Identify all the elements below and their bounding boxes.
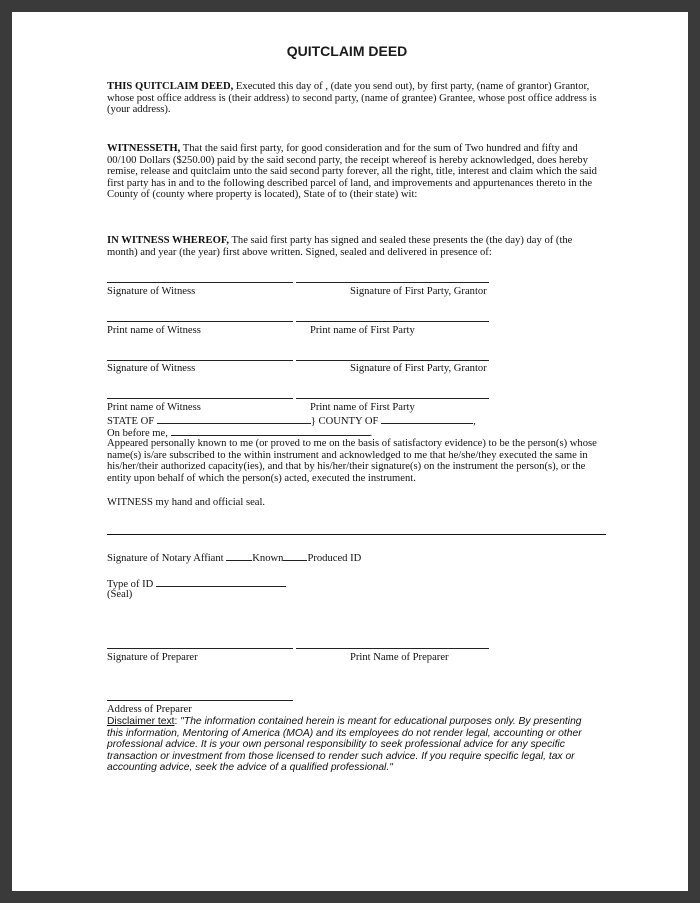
disclaimer-text: "The information contained herein is meant for educational purposes only. By presenting this information, Mentoring of America (MOA) and its employees do not render legal, accounting or other professional advice. It is your own personal responsibility to seek professional advice for any specific transaction or investment from those licensed to render such advice. If you require specific legal, tax or accounting advice, seek the advice of a qualified professional." (107, 716, 582, 774)
type-of-id-label: Type of ID (107, 579, 154, 590)
document-page (12, 12, 688, 891)
in-witness-lead: IN WITNESS WHEREOF, (107, 235, 229, 246)
opening-paragraph (107, 81, 597, 116)
first-party-print-line-1[interactable] (296, 321, 489, 322)
preparer-print-line[interactable] (296, 648, 489, 649)
witnesseth-text: That the said first party, for good consideration and for the sum of Two hundred and fifty and 00/100 Dollars ($250.00) paid by the said second party, the receipt whereof is hereby acknowledged, does hereby remise, release and quitclaim unto the said second party forever, all the right, title, interest and claim which the said first party has in and to the following described parcel of land, and improvements and appurtenances thereto in the County of (county where property is located), State of to (their state) wit: (107, 143, 597, 201)
witness-print-line-2[interactable] (107, 398, 293, 399)
on-before-me-label: On before me, (107, 428, 168, 439)
witness-print-label-2: Print name of Witness (107, 402, 201, 413)
before-me-period: . (369, 428, 373, 439)
preparer-signature-label: Signature of Preparer (107, 652, 198, 663)
notary-signature-line (107, 551, 361, 565)
witness-print-label-1: Print name of Witness (107, 325, 201, 336)
known-label: Known (252, 553, 284, 564)
witness-signature-line-1[interactable] (107, 282, 293, 283)
first-party-print-label-2: Print name of First Party (310, 402, 415, 413)
notary-signature-label: Signature of Notary Affiant (107, 553, 224, 564)
disclaimer (107, 716, 597, 774)
witness-signature-label-2: Signature of Witness (107, 363, 196, 374)
witness-print-line-1[interactable] (107, 321, 293, 322)
first-party-signature-label-2: Signature of First Party, Grantor (350, 363, 487, 374)
preparer-signature-line[interactable] (107, 648, 293, 649)
preparer-address-label: Address of Preparer (107, 704, 192, 715)
type-of-id-line (107, 577, 286, 591)
section-divider (107, 534, 606, 535)
before-me-blank[interactable] (171, 426, 370, 436)
opening-text: Executed this day of , (date you send out), by first party, (name of grantor) Grantor, whose post office address is (their address) to second party, (name of grantee) Grantee, whose post office address is (your address). (107, 81, 597, 116)
produced-id-blank[interactable] (283, 551, 307, 561)
state-blank[interactable] (157, 414, 311, 424)
seal-label: (Seal) (107, 589, 133, 600)
in-witness-text: The said first party has signed and sealed these presents the (the day) day of (the month) and year (the year) first above written. Signed, sealed and delivered in presence of: (107, 235, 573, 258)
preparer-address-line[interactable] (107, 700, 293, 701)
in-witness-paragraph (107, 235, 597, 258)
witnesseth-lead: WITNESSETH, (107, 143, 181, 154)
witness-signature-line-2[interactable] (107, 360, 293, 361)
known-blank[interactable] (226, 551, 252, 561)
witnesseth-paragraph (107, 143, 597, 201)
disclaimer-label: Disclaimer text (107, 716, 175, 727)
county-of-label: } COUNTY OF (310, 416, 379, 427)
notary-acknowledgment: Appeared personally known to me (or proved to me on the basis of satisfactory evidence) to be the person(s) whose name(s) is/are subscribed to the within instrument and acknowledged to me that he/she/they executed the same in his/her/their authorized capacity(ies), and that by his/her/their signature(s) on the instrument the person(s), or the entity upon behalf of which the person(s) acted, executed the instrument. (107, 438, 597, 484)
first-party-signature-line-1[interactable] (296, 282, 489, 283)
preparer-print-label: Print Name of Preparer (350, 652, 449, 663)
first-party-print-line-2[interactable] (296, 398, 489, 399)
state-of-label: STATE OF (107, 416, 155, 427)
first-party-signature-line-2[interactable] (296, 360, 489, 361)
document-title: QUITCLAIM DEED (286, 43, 408, 59)
first-party-signature-label-1: Signature of First Party, Grantor (350, 286, 487, 297)
first-party-print-label-1: Print name of First Party (310, 325, 415, 336)
type-of-id-blank[interactable] (156, 577, 286, 587)
witness-signature-label-1: Signature of Witness (107, 286, 196, 297)
produced-id-label: Produced ID (307, 553, 362, 564)
county-blank[interactable] (381, 414, 473, 424)
witness-hand-seal: WITNESS my hand and official seal. (107, 497, 266, 508)
county-comma: , (473, 416, 476, 427)
disclaimer-colon: : (174, 716, 178, 727)
opening-lead: THIS QUITCLAIM DEED, (107, 81, 234, 92)
